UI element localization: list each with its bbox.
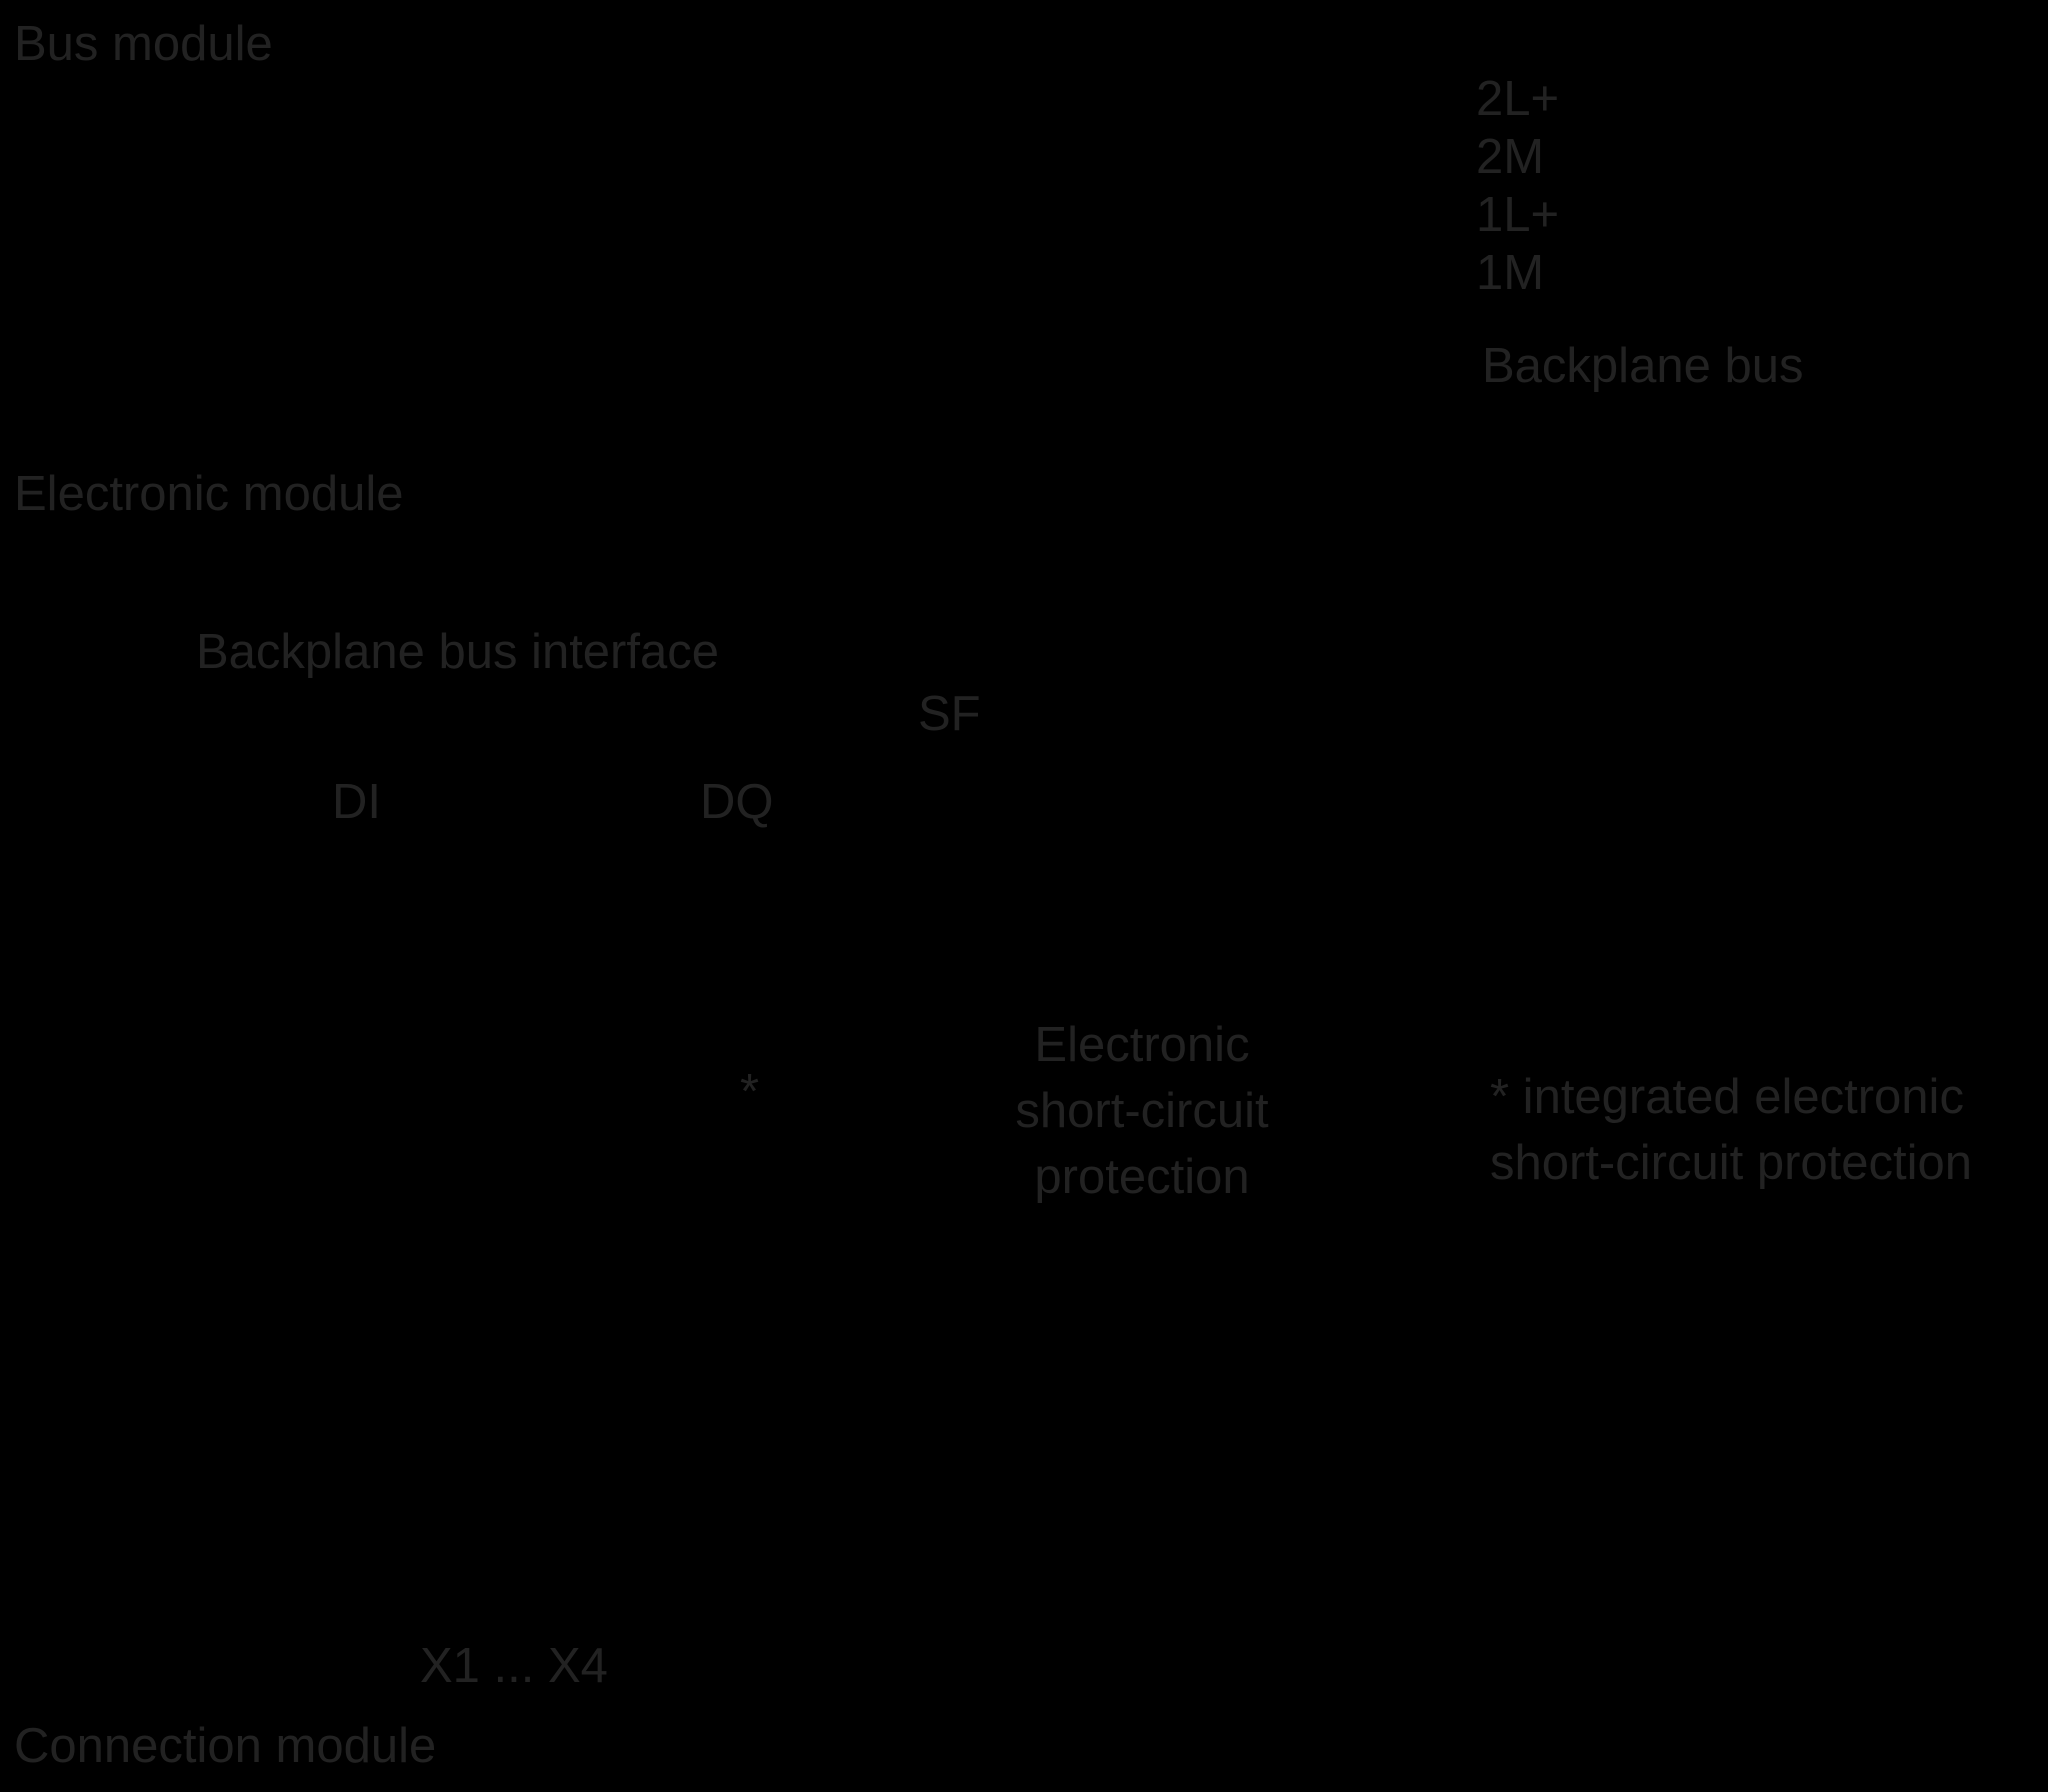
short-circuit-protection-block — [992, 1012, 1292, 1210]
footnote-line-2: short-circuit protection — [1490, 1136, 1973, 1191]
sf-label: SF — [918, 687, 981, 741]
bus-module-label: Bus module — [14, 17, 273, 71]
rail-label-2l-plus: 2L+ — [1476, 72, 1560, 126]
footnote-line-1: * integrated electronic — [1490, 1070, 1964, 1124]
connector-range-label: X1 ... X4 — [420, 1639, 608, 1693]
backplane-bus-interface-label: Backplane bus interface — [196, 625, 719, 679]
protection-footnote — [1490, 1064, 1972, 1196]
electronic-module-label: Electronic module — [14, 467, 404, 521]
dq-label: DQ — [700, 775, 774, 829]
output-asterisk-label: * — [740, 1065, 760, 1119]
protection-line-2: short-circuit — [1015, 1084, 1269, 1139]
protection-line-3: protection — [1034, 1150, 1250, 1205]
supply-rail-labels — [1476, 70, 1559, 302]
rail-label-2m: 2M — [1476, 130, 1545, 184]
protection-line-1: Electronic — [1034, 1018, 1250, 1072]
rail-label-1l-plus: 1L+ — [1476, 188, 1560, 242]
backplane-bus-label: Backplane bus — [1482, 339, 1804, 393]
connection-module-label: Connection module — [14, 1719, 437, 1773]
di-label: DI — [332, 775, 381, 829]
rail-label-1m: 1M — [1476, 246, 1545, 300]
